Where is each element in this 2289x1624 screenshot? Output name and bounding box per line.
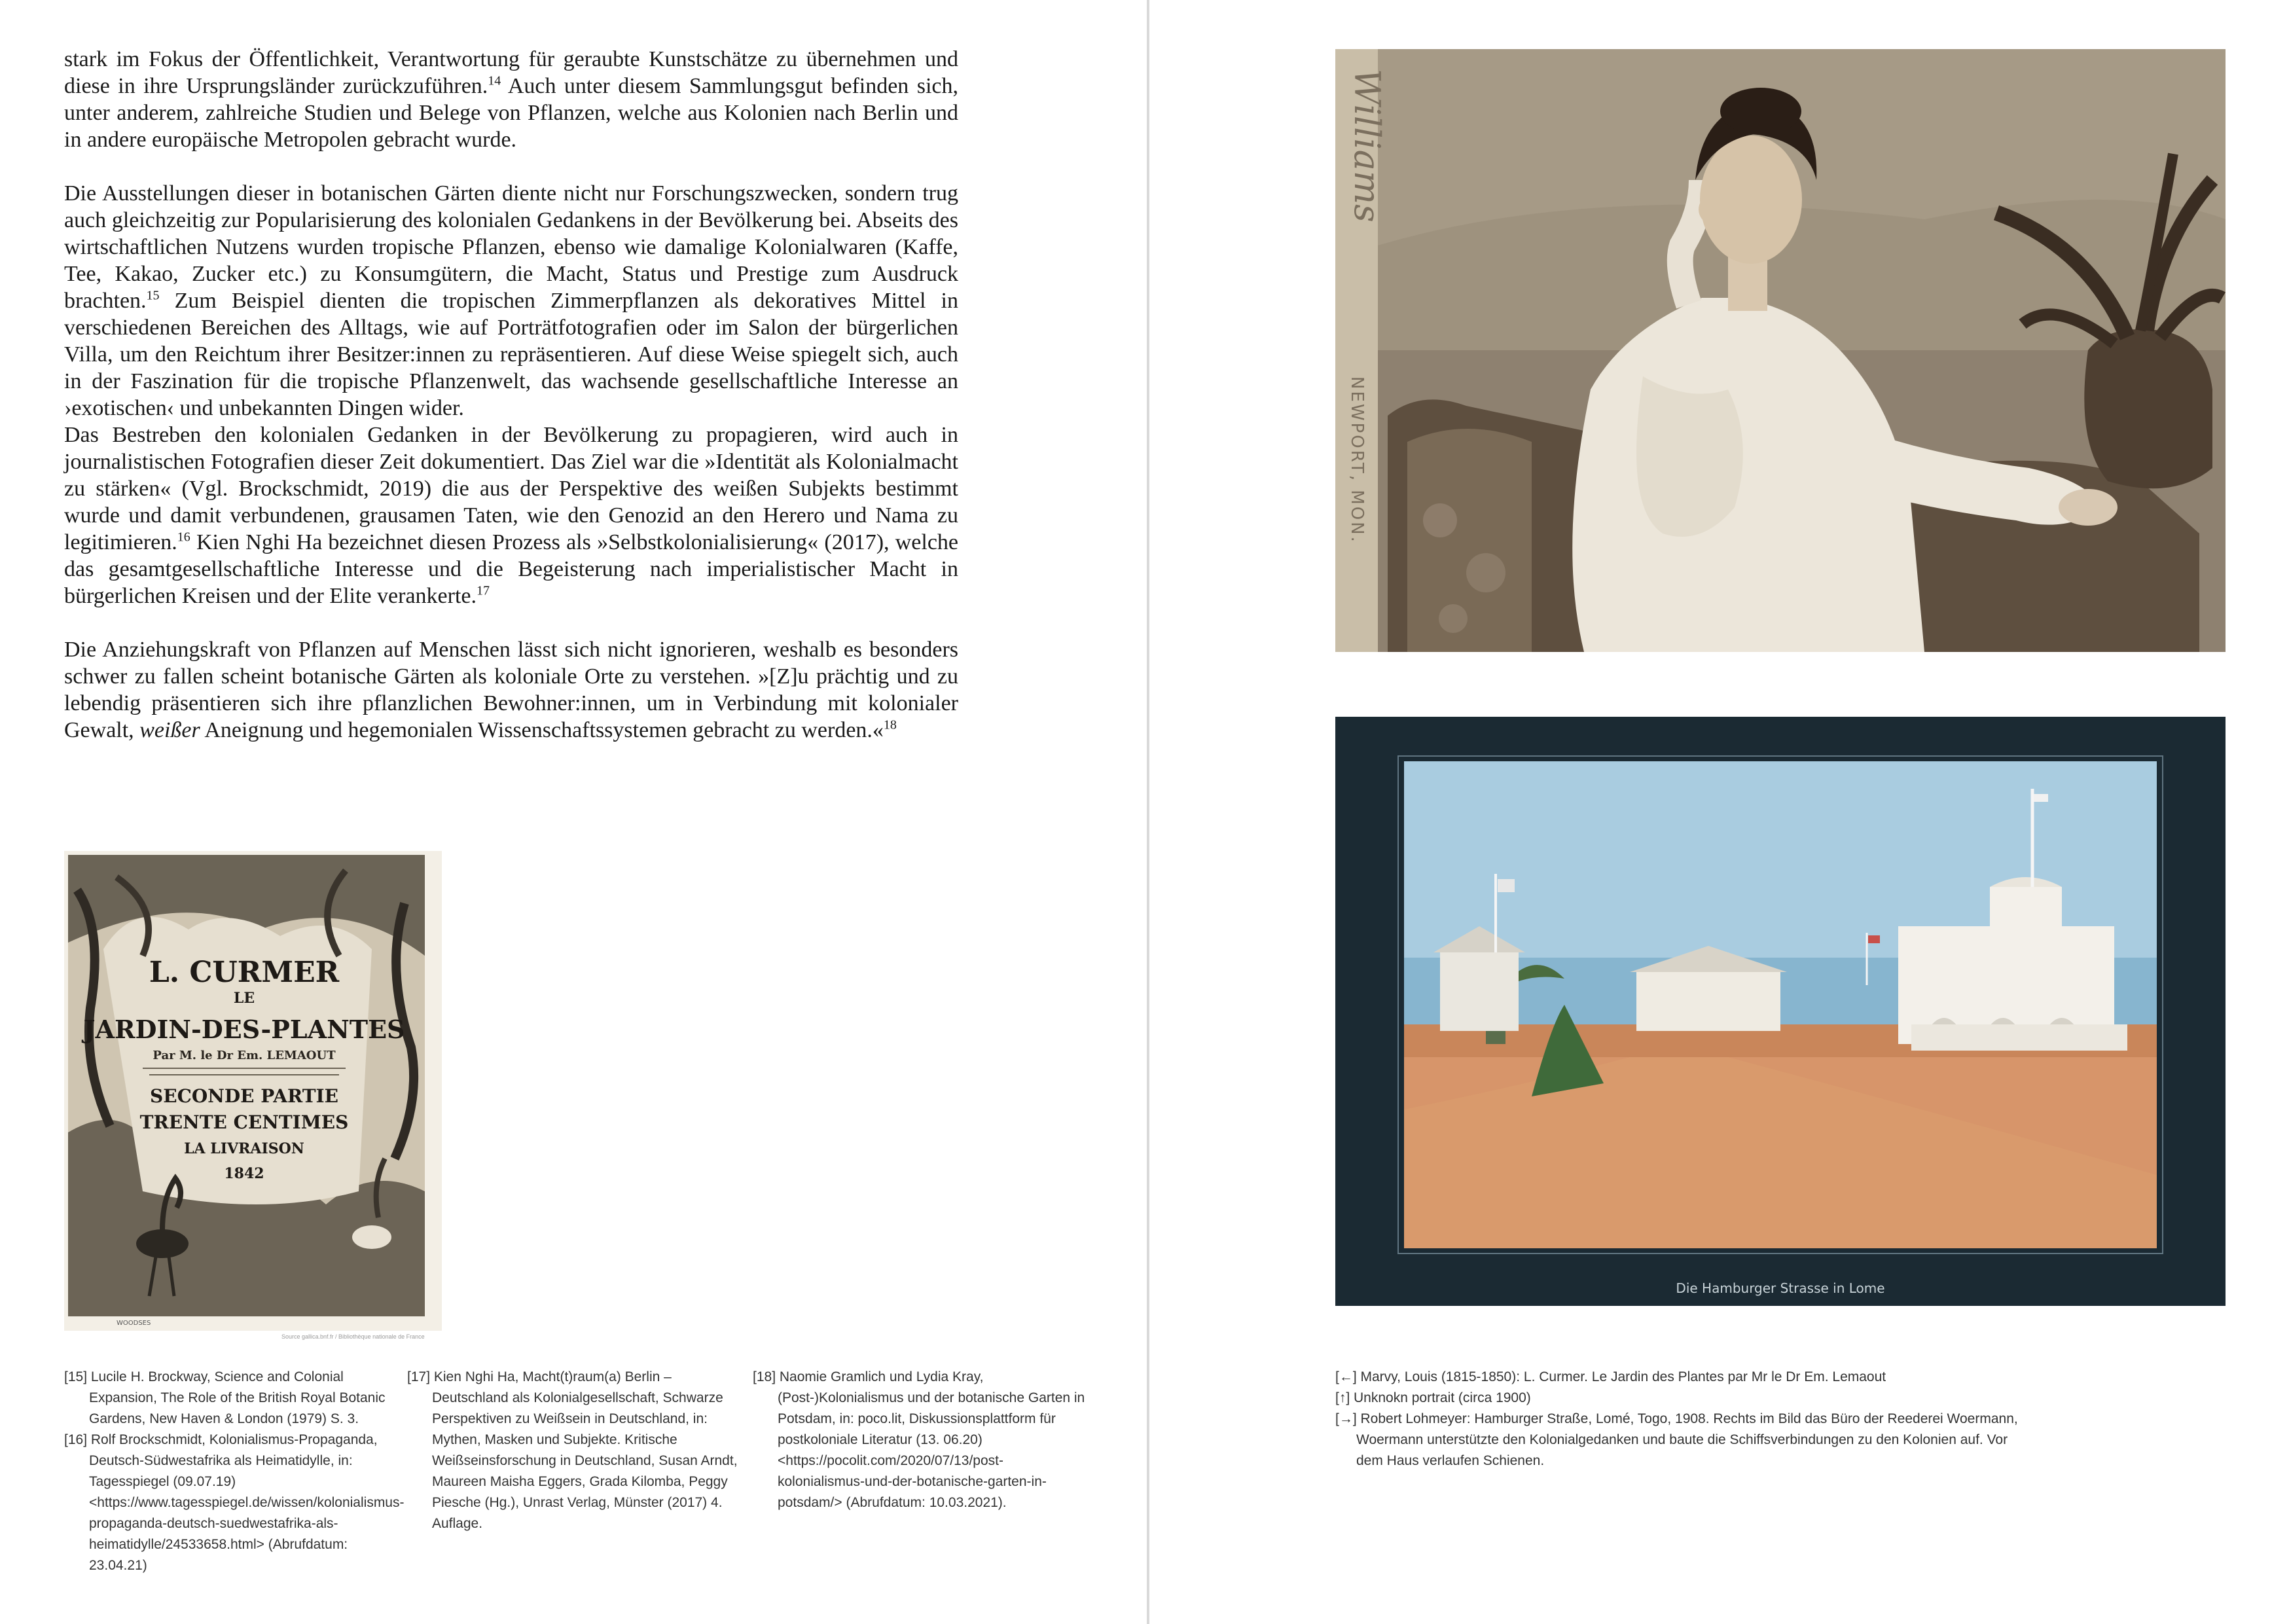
portrait-photo [1335, 49, 2226, 652]
paragraph-4: Die Anziehungskraft von Pflanzen auf Menschen lässt sich nicht ignorieren, weshalb es besonders schwer zu fallen scheint botanische Gärten als koloniale Orte zu verstehen. »[Z]u prächtig und zu lebendig präsentieren sich ihre pflanzlichen Bewohner:innen, um in Verbindung mit kolonialer Gewalt, weißer Aneignung und hegemonialen Wissenschaftssystemen gebracht zu werden.«$^{18}$ [64, 638, 958, 742]
footnote-ref-16[interactable]: 16 [177, 530, 190, 545]
poster-title-main: JARDIN-DES-PLANTES [83, 1015, 405, 1044]
poster-livraison: LA LIVRAISON [184, 1140, 304, 1157]
paragraph-2: Die Ausstellungen dieser in botanischen Gärten diente nicht nur Forschungszwecken, sondern trug auch gleichzeitig zur Popularisierung des kolonialen Gedankens in der Bevölkerung bei. Abseits des wirtschaftlichen Nutzens wurden tropische Pflanzen, ebenso wie damalige Kolonialwaren (Kaffe, Tee, Kakao, Zucker etc.) zu Konsumgütern, die Macht, Status und Prestige zum Ausdruck brachten.$^{15}$ Zum Beispiel dienten die tropischen Zimmerpflanzen als dekoratives Mittel in verschiedenen Bereichen des Alltags, wie auf Porträtfotografien oder im Salon der bürgerlichen Villa, um den Reichtum ihrer Besitzer:innen zu repräsentieren. Auf diese Weise spiegelt sich, auch in der Faszination für die tropische Pflanzenwelt, das wachsende gesellschaftliche Interesse an ›exotischen‹ und unbekannten Dingen wider. [64, 181, 958, 420]
image-captions [1335, 1367, 2029, 1471]
footnotes-col-2 [407, 1367, 741, 1534]
footnotes-col-3 [753, 1367, 1087, 1513]
hamburger-strasse-photo [1335, 717, 2226, 1306]
footnote-ref-18[interactable]: 18 [883, 717, 897, 732]
footnote-ref-17[interactable]: 17 [477, 583, 490, 598]
poster-price: TRENTE CENTIMES [139, 1111, 349, 1133]
paragraph-3: Das Bestreben den kolonialen Gedanken in der Bevölkerung zu propagieren, wird auch in journalistischen Fotografien dieser Zeit dokumentiert. Das Ziel war die »Identität als Kolonialmacht zu stärken« (Vgl. Brockschmidt, 2019) die aus der Perspektive des weißen Subjekts bestimmt wurde und damit verbundenen, grausamen Taten, wie den Genozid an den Herero und Nama zu legitimieren.$^{16}$ Kien Nghi Ha bezeichnet diesen Prozess als »Selbstkolonialisierung« (2017), welche das gesamtgesellschaftliche Interesse und die Begeisterung nach imperialistischer Macht in bürgerlichen Kreisen und der Elite verankerte.$^{17}$ [64, 423, 958, 608]
caption-right-image: [→] Robert Lohmeyer: Hamburger Straße, Lomé, Togo, 1908. Rechts im Bild das Büro der Reederei Woermann, Woermann unterstützte den Kolonialgedanken und baute die Schiffsverbindungen zu den Kolonien auf. Vor dem Haus verlaufen Schienen. [1335, 1411, 2018, 1468]
poster-part: SECONDE PARTIE [150, 1085, 338, 1107]
jardin-des-plantes-poster [64, 851, 442, 1331]
footnote-17: [17] Kien Nghi Ha, Macht(t)raum(a) Berlin – Deutschland als Kolonialgesellschaft, Schwarze Perspektiven zu Weißsein in Deutschland, in: Mythen, Masken und Subjekte. Kritische Weißseinsforschung in Deutschland, Susan Arndt, Maureen Maisha Eggers, Grada Kilomba, Peggy Piesche (Hg.), Unrast Verlag, Münster (2017) 4. Auflage. [407, 1369, 738, 1531]
poster-source-credit: Source gallica.bnf.fr / Bibliothèque nationale de France [281, 1333, 425, 1340]
studio-signature: Williams [1346, 69, 1388, 223]
poster-title-author: L. CURMER [149, 956, 340, 989]
caption-left-image: [←] Marvy, Louis (1815-1850): L. Curmer. Le Jardin des Plantes par Mr le Dr Em. Lemaout [1335, 1369, 1886, 1384]
paragraph-1: stark im Fokus der Öffentlichkeit, Verantwortung für geraubte Kunstschätze zu übernehmen und diese in ihre Ursprungsländer zurückzuführen.$^{14}$ Auch unter diesem Sammlungsgut befinden sich, unter anderem, zahlreiche Studien und Belege von Pflanzen, welche aus Kolonien nach Berlin und in andere europäische Metropolen gebracht wurde. [64, 47, 958, 152]
footnote-16: [16] Rolf Brockschmidt, Kolonialismus-Propaganda, Deutsch-Südwestafrika als Heimatidylle, in: Tagesspiegel (09.07.19) <https://www.tagesspiegel.de/wissen/kolonialismus-propaganda-deutsch-suedwestafrika-als-heimatidylle/24533658.html> (Abrufdatum: 23.04.21) [64, 1432, 405, 1573]
footnote-18: [18] Naomie Gramlich und Lydia Kray, (Post-)Kolonialismus und der botanische Garten in Potsdam, in: poco.lit, Diskussionsplattform für postkoloniale Literatur (13. 06.20) <https://pocolit.com/2020/07/13/post-kolonialismus-und-der-botanische-garten-in-potsdam/> (Abrufdatum: 10.03.2021). [753, 1369, 1085, 1510]
body-text [64, 46, 958, 744]
poster-title-le: LE [233, 990, 255, 1007]
footnotes-col-1 [64, 1367, 405, 1576]
footnote-ref-14[interactable]: 14 [488, 73, 501, 88]
footnote-15: [15] Lucile H. Brockway, Science and Colonial Expansion, The Role of the British Royal Botanic Gardens, New Haven & London (1979) S. 3. [64, 1369, 386, 1426]
caption-top-image: [↑] Unknokn portrait (circa 1900) [1335, 1390, 1531, 1405]
poster-year: 1842 [224, 1165, 264, 1182]
poster-signature: WOODSES [117, 1320, 151, 1327]
street-photo-caption: Die Hamburger Strasse in Lome [1676, 1280, 1885, 1296]
studio-address: NEWPORT, MON. [1347, 376, 1367, 544]
footnote-ref-15[interactable]: 15 [146, 288, 160, 303]
poster-by: Par M. le Dr Em. LEMAOUT [153, 1049, 336, 1062]
